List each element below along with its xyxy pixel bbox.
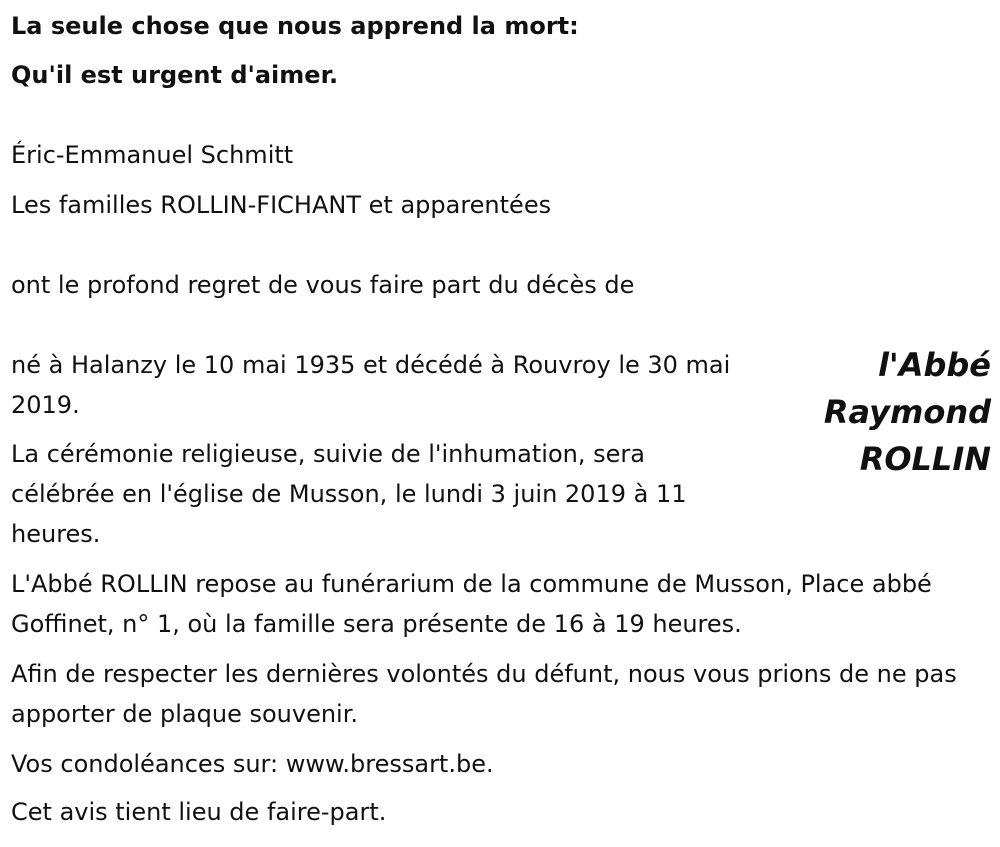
deceased-title: l'Abbé	[877, 346, 991, 384]
quote-author: Éric-Emmanuel Schmitt	[11, 141, 294, 169]
announcement-line: ont le profond regret de vous faire part du décès de	[11, 271, 635, 299]
deceased-name	[824, 342, 991, 483]
ceremony-paragraph: La cérémonie religieuse, suivie de l'inhumation, sera célébrée en l'église de Musson, le lundi 3 juin 2019 à 11 heures.	[11, 440, 687, 548]
deceased-first-name: Raymond	[823, 393, 991, 431]
deceased-last-name: ROLLIN	[859, 440, 991, 478]
birth-death-paragraph: né à Halanzy le 10 mai 1935 et décédé à Rouvroy le 30 mai 2019.	[11, 351, 731, 419]
quote-line-2: Qu'il est urgent d'aimer.	[11, 61, 339, 89]
condolences-line: Vos condoléances sur: www.bressart.be.	[11, 750, 494, 778]
funerarium-paragraph: L'Abbé ROLLIN repose au funérarium de la commune de Musson, Place abbé Goffinet, n° 1, où la famille sera présente de 16 à 19 heures.	[11, 570, 932, 638]
families-line: Les familles ROLLIN-FICHANT et apparentées	[11, 191, 552, 219]
wishes-paragraph: Afin de respecter les dernières volontés du défunt, nous vous prions de ne pas apporter de plaque souvenir.	[11, 660, 957, 728]
notice-line: Cet avis tient lieu de faire-part.	[11, 798, 387, 826]
quote-line-1: La seule chose que nous apprend la mort:	[11, 12, 579, 40]
